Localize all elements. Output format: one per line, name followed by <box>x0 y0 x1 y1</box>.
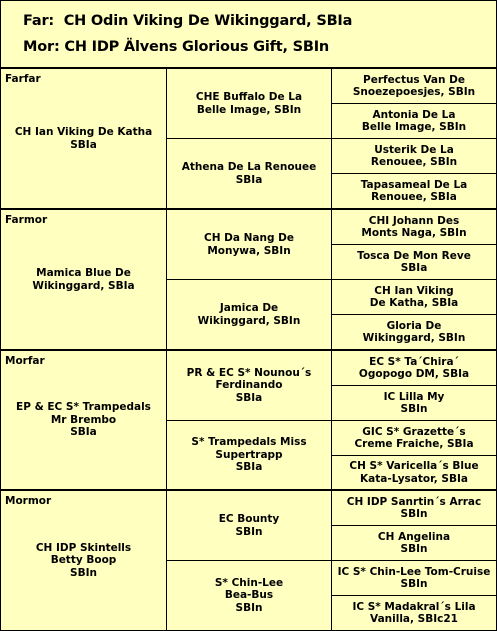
ancestor-cell <box>332 174 496 210</box>
grandparent-cell <box>1 210 167 351</box>
great-grandparent-cell <box>167 491 332 561</box>
ancestor-name: CH S* Varicella´s Blue Kata-Lysator, SBIa <box>349 460 479 485</box>
ancestor-name: Gloria De Wikinggard, SBIn <box>362 319 466 344</box>
ancestor-cell <box>332 561 496 596</box>
role-label: Morfar <box>5 355 45 367</box>
grandparent-name: Mamica Blue De Wikinggard, SBIa <box>32 267 135 292</box>
great-grandparent-name: S* Trampedals Miss Supertrapp SBIa <box>191 436 307 474</box>
great-grandparent-name: S* Chin-Lee Bea-Bus SBIn <box>214 576 284 614</box>
dam-label: Mor: <box>23 39 60 55</box>
great-grandparent-name: CHE Buffalo De La Belle Image, SBIn <box>195 91 303 116</box>
ancestor-name: CH Ian Viking De Katha, SBIa <box>369 284 459 309</box>
ancestor-name: Tosca De Mon Reve SBIa <box>357 249 471 274</box>
great-grandparent-name: EC Bounty SBIn <box>218 513 280 538</box>
grandparent-name: CH IDP Skintells Betty Boop SBIn <box>35 541 132 579</box>
ancestor-cell <box>332 69 496 104</box>
ancestor-name: EC S* Ta´Chira´ Ogopogo DM, SBIa <box>358 355 470 380</box>
ancestor-name: CHI Johann Des Monts Naga, SBIn <box>361 214 467 239</box>
great-grandparent-cell <box>167 210 332 280</box>
grandparent-cell <box>1 351 167 491</box>
ancestor-name: Antonia De La Belle Image, SBIn <box>361 108 467 133</box>
ancestor-cell <box>332 245 496 280</box>
pedigree-grid <box>1 69 496 630</box>
great-grandparent-cell <box>167 421 332 491</box>
ancestor-cell <box>332 280 496 315</box>
grandparent-cell <box>1 69 167 210</box>
sire-line <box>23 13 352 29</box>
ancestor-cell <box>332 491 496 526</box>
grandparent-name: CH Ian Viking De Katha SBIa <box>14 126 153 151</box>
great-grandparent-cell <box>167 561 332 630</box>
ancestor-name: IC S* Chin-Lee Tom-Cruise SBIn <box>337 565 491 590</box>
ancestor-cell <box>332 386 496 421</box>
great-grandparent-cell <box>167 280 332 351</box>
great-grandparent-name: Athena De La Renouee SBIa <box>181 161 317 186</box>
ancestor-cell <box>332 456 496 491</box>
ancestor-cell <box>332 421 496 456</box>
dam-line <box>23 39 329 55</box>
ancestor-cell <box>332 139 496 174</box>
great-grandparent-name: CH Da Nang De Monywa, SBIn <box>204 232 294 257</box>
ancestor-cell <box>332 315 496 351</box>
role-label: Farfar <box>5 73 41 85</box>
ancestor-name: IC Lilla My SBIn <box>383 390 445 415</box>
great-grandparent-name: PR & EC S* Nounou´s Ferdinando SBIa <box>186 366 312 404</box>
parents-header <box>1 1 496 69</box>
ancestor-name: Perfectus Van De Snoezepoesjes, SBIn <box>352 73 476 98</box>
role-label: Farmor <box>5 214 48 226</box>
ancestor-cell <box>332 596 496 630</box>
ancestor-name: CH Angelina SBIn <box>377 530 451 555</box>
ancestor-name: GIC S* Grazette´s Creme Fraiche, SBIa <box>354 425 474 450</box>
sire-label: Far: <box>23 13 54 29</box>
great-grandparent-cell <box>167 139 332 210</box>
ancestor-name: CH IDP Sanrtin´s Arrac SBIn <box>346 495 482 520</box>
ancestor-name: IC S* Madakral´s Lila Vanilla, SBIc21 <box>352 600 476 625</box>
ancestor-name: Tapasameal De La Renouee, SBIa <box>360 178 468 203</box>
ancestor-cell <box>332 526 496 561</box>
ancestor-cell <box>332 210 496 245</box>
great-grandparent-cell <box>167 69 332 139</box>
role-label: Mormor <box>5 495 52 507</box>
great-grandparent-cell <box>167 351 332 421</box>
grandparent-name: EP & EC S* Trampedals Mr Brembo SBIa <box>16 401 151 439</box>
ancestor-cell <box>332 104 496 139</box>
great-grandparent-name: Jamica De Wikinggard, SBIn <box>197 302 301 327</box>
dam-name: CH IDP Älvens Glorious Gift, SBIn <box>64 39 330 55</box>
grandparent-cell <box>1 491 167 630</box>
ancestor-cell <box>332 351 496 386</box>
ancestor-name: Usterik De La Renouee, SBIn <box>370 143 458 168</box>
sire-name: CH Odin Viking De Wikinggard, SBIa <box>63 13 353 29</box>
